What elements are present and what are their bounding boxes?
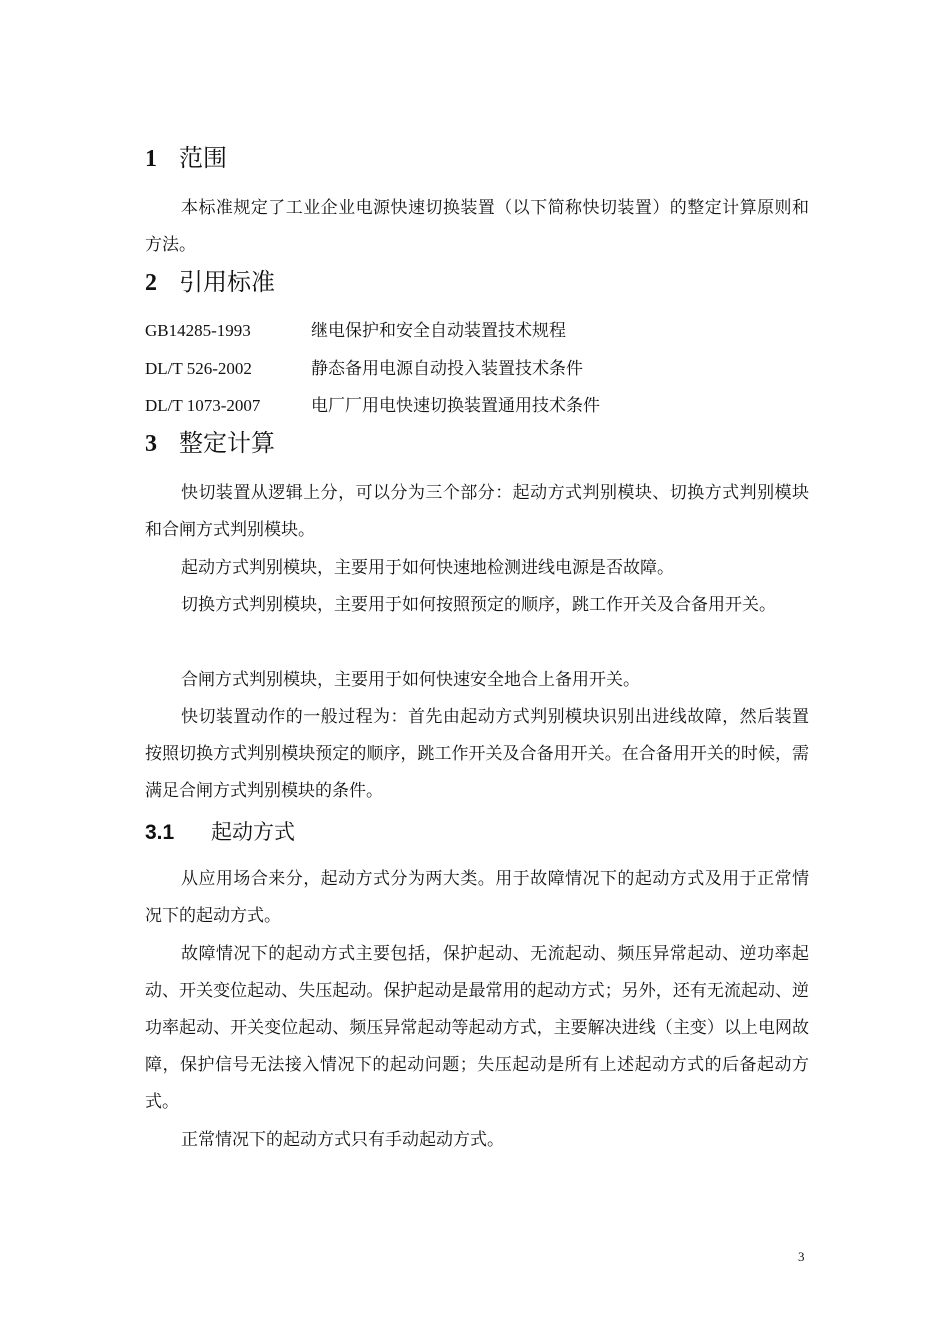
page-number: 3 — [798, 1249, 805, 1264]
reference-title: 电厂厂用电快速切换装置通用技术条件 — [311, 396, 600, 416]
section-title: 范围 — [179, 144, 227, 172]
reference-item — [145, 318, 566, 344]
paragraph: 起动方式判别模块，主要用于如何快速地检测进线电源是否故障。 — [181, 558, 674, 578]
subsection-3-1-heading — [145, 818, 295, 847]
section-title: 引用标准 — [179, 268, 275, 296]
reference-code: DL/T 526-2002 — [145, 359, 252, 378]
section-3-heading — [145, 427, 275, 460]
section-number: 3.1 — [145, 821, 175, 844]
reference-item — [145, 356, 583, 382]
section-title: 整定计算 — [179, 429, 275, 457]
paragraph: 从应用场合来分，起动方式分为两大类。用于故障情况下的起动方式及用于正常情况下的起动方式。 — [145, 869, 809, 926]
paragraph: 切换方式判别模块，主要用于如何按照预定的顺序，跳工作开关及合备用开关。 — [181, 595, 776, 615]
section-1-heading — [145, 142, 227, 175]
section-number: 1 — [145, 146, 157, 172]
paragraph: 快切装置从逻辑上分，可以分为三个部分：起动方式判别模块、切换方式判别模块和合闸方式判别模块。 — [145, 483, 809, 540]
reference-code: GB14285-1993 — [145, 321, 251, 340]
section-2-heading — [145, 266, 275, 299]
paragraph: 快切装置动作的一般过程为：首先由起动方式判别模块识别出进线故障，然后装置按照切换方式判别模块预定的顺序，跳工作开关及合备用开关。在合备用开关的时候，需满足合闸方式判别模块的条件。 — [145, 707, 809, 801]
reference-item — [145, 393, 600, 419]
reference-title: 继电保护和安全自动装置技术规程 — [311, 321, 566, 341]
section-title: 起动方式 — [211, 820, 295, 844]
paragraph: 正常情况下的起动方式只有手动起动方式。 — [181, 1130, 504, 1150]
section-number: 2 — [145, 270, 157, 296]
paragraph: 合闸方式判别模块，主要用于如何快速安全地合上备用开关。 — [181, 670, 640, 690]
paragraph: 本标准规定了工业企业电源快速切换装置（以下简称快切装置）的整定计算原则和方法。 — [145, 198, 809, 255]
reference-title: 静态备用电源自动投入装置技术条件 — [311, 359, 583, 379]
paragraph: 故障情况下的起动方式主要包括，保护起动、无流起动、频压异常起动、逆功率起动、开关变位起动、失压起动。保护起动是最常用的起动方式；另外，还有无流起动、逆功率起动、开关变位起动、频压异常起动等起动方式，主要解决进线（主变）以上电网故障，保护信号无法接入情况下的起动问题；失压起动是所有上述起动方式的后备起动方式。 — [145, 944, 809, 1112]
reference-code: DL/T 1073-2007 — [145, 396, 261, 415]
section-number: 3 — [145, 431, 157, 457]
